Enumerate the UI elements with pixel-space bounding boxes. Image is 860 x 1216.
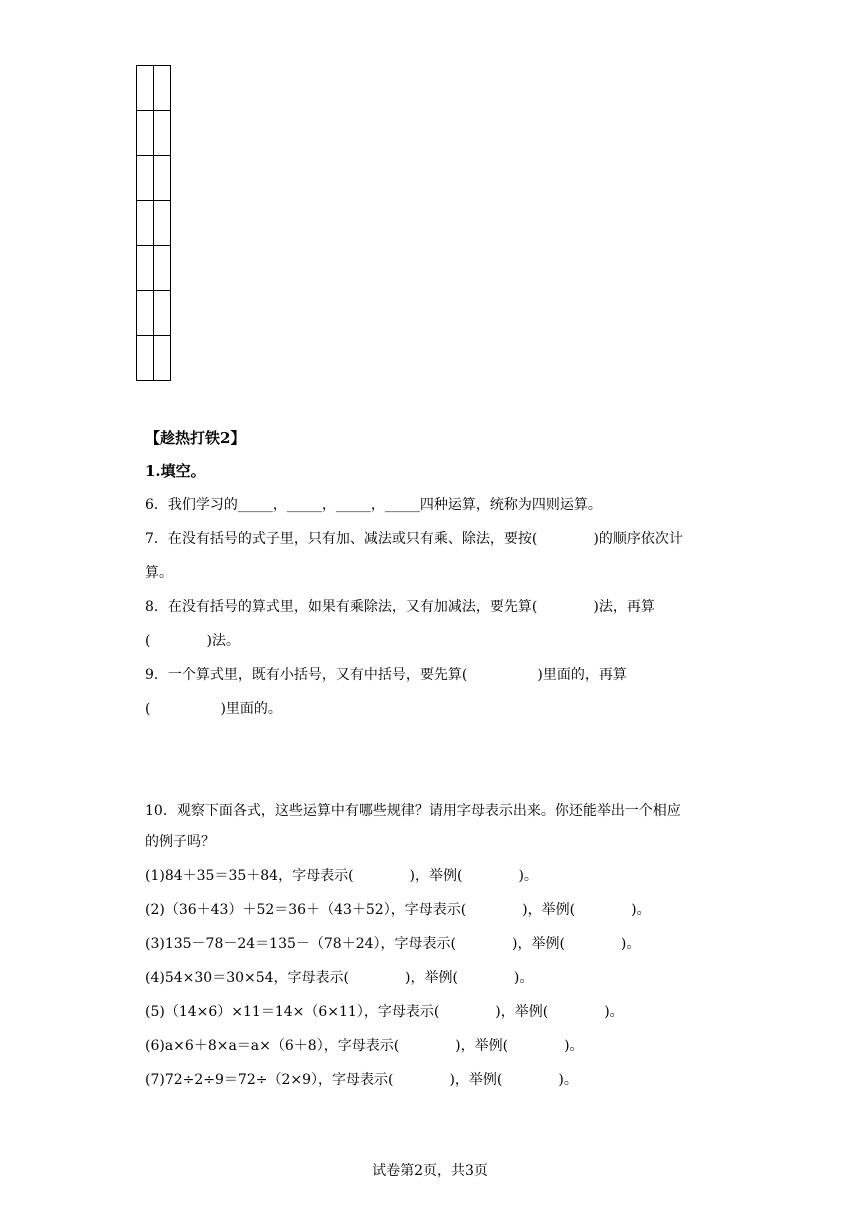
page-footer: 试卷第2页，共3页 — [372, 1163, 488, 1179]
question-10-intro-line2: 的例子吗？ — [145, 834, 215, 850]
grid-cell — [154, 66, 171, 111]
grid-cell — [154, 201, 171, 246]
grid-row — [137, 336, 171, 381]
grid-cell — [137, 336, 154, 381]
grid-cell — [154, 291, 171, 336]
section-subtitle: 1.填空。 — [145, 462, 206, 480]
grid-cell — [154, 111, 171, 156]
question-10-item-3: (3)135－78－24＝135－（78＋24），字母表示( )，举例( )。 — [145, 936, 641, 952]
answer-grid — [136, 65, 171, 381]
question-10-intro-line1: 10．观察下面各式，这些运算中有哪些规律？请用字母表示出来。你还能举出一个相应 — [145, 803, 681, 819]
question-8-line1: 8．在没有括号的算式里，如果有乘除法，又有加减法，要先算( )法，再算 — [145, 599, 655, 615]
question-7-line2: 算。 — [145, 565, 173, 581]
grid-row — [137, 66, 171, 111]
question-10-item-7: (7)72÷2÷9＝72÷（2×9），字母表示( )，举例( )。 — [145, 1072, 578, 1088]
grid-row — [137, 156, 171, 201]
grid-row — [137, 201, 171, 246]
grid-cell — [137, 111, 154, 156]
grid-row — [137, 291, 171, 336]
grid-cell — [154, 336, 171, 381]
grid-cell — [137, 156, 154, 201]
grid-cell — [137, 291, 154, 336]
grid-cell — [137, 246, 154, 291]
grid-row — [137, 246, 171, 291]
grid-cell — [137, 201, 154, 246]
section-title: 【趁热打铁2】 — [145, 429, 246, 447]
question-10-item-2: (2)（36＋43）＋52＝36＋（43＋52），字母表示( )，举例( )。 — [145, 902, 651, 918]
question-10-item-4: (4)54×30＝30×54，字母表示( )，举例( )。 — [145, 970, 534, 986]
grid-cell — [154, 156, 171, 201]
question-9-line2: ( )里面的。 — [145, 701, 282, 717]
question-7-line1: 7．在没有括号的式子里，只有加、减法或只有乘、除法，要按( )的顺序依次计 — [145, 531, 683, 547]
question-6: 6．我们学习的_____，_____，_____，_____四种运算，统称为四则运算。 — [145, 497, 602, 513]
question-10-item-5: (5)（14×6）×11＝14×（6×11），字母表示( )，举例( )。 — [145, 1004, 624, 1020]
question-10-item-1: (1)84＋35＝35＋84，字母表示( )，举例( )。 — [145, 868, 538, 884]
question-8-line2: ( )法。 — [145, 633, 240, 649]
question-9-line1: 9．一个算式里，既有小括号，又有中括号，要先算( )里面的，再算 — [145, 667, 627, 683]
question-10-item-6: (6)a×6＋8×a＝a×（6＋8），字母表示( )，举例( )。 — [145, 1038, 584, 1054]
grid-cell — [154, 246, 171, 291]
grid-row — [137, 111, 171, 156]
grid-cell — [137, 66, 154, 111]
